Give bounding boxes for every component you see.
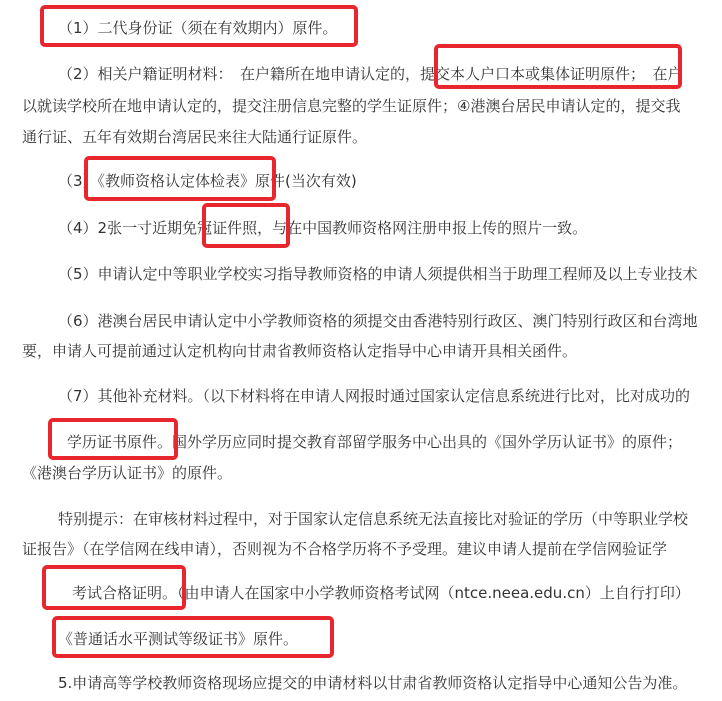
item-2-continuation-1: 以就读学校所在地申请认定的，提交注册信息完整的学生证原件；④港澳台居民申请认定的，提交我 [22,97,681,115]
item-3-health-check-form: （3）《教师资格认定体检表》原件(当次有效) [58,172,357,190]
item-7-other-materials: （7）其他补充材料。（以下材料将在申请人网报时通过国家认定信息系统进行比对，比对成功的 [58,387,691,405]
item-6-hk-macao-taiwan: （6）港澳台居民申请认定中小学教师资格的须提交由香港特别行政区、澳门特别行政区和台湾地 [58,312,698,330]
highlight-box-health-form [84,156,276,201]
item-5-vocational-instructor: （5）申请认定中等职业学校实习指导教师资格的申请人须提供相当于助理工程师及以上专业技术 [58,265,698,283]
highlight-box-id-card [40,5,358,47]
special-note: 特别提示：在审核材料过程中，对于国家认定信息系统无法直接比对验证的学历（中等职业学校 [58,510,689,528]
mandarin-certificate: 《普通话水平测试等级证书》原件。 [58,630,299,648]
exam-certificate: 考试合格证明。（由申请人在国家中小学教师资格考试网（ntce.neea.edu.cn）上自行打印） [72,584,690,602]
highlight-box-exam-certificate [42,565,186,610]
highlight-box-id-photo [202,203,290,248]
highlight-box-household-proof [434,44,682,89]
item-2-household-registration: （2）相关户籍证明材料： 在户籍所在地申请认定的，提交本人户口本或集体证明原件； 在户 [58,65,683,83]
highlight-box-diploma [48,418,178,460]
item-7-diploma: 学历证书原件。国外学历应同时提交教育部留学服务中心出具的《国外学历认证书》的原件； [67,433,683,451]
item-1-id-card: （1）二代身份证（须在有效期内）原件。 [58,19,338,37]
item-6-continuation: 要，申请人可提前通过认定机构向甘肃省教师资格认定指导中心申请开具相关函件。 [22,342,578,360]
higher-education-note: 5.申请高等学校教师资格现场应提交的申请材料以甘肃省教师资格认定指导中心通知公告为准。 [58,674,688,692]
highlight-box-mandarin-certificate [52,616,334,658]
item-2-continuation-2: 通行证、五年有效期台湾居民来往大陆通行证原件。 [22,128,368,146]
item-4-photos: （4）2张一寸近期免冠证件照，与在中国教师资格网注册申报上传的照片一致。 [58,219,588,237]
special-note-continuation: 证报告》（在学信网在线申请），否则视为不合格学历将不予受理。建议申请人提前在学信网验证学 [22,540,668,558]
item-7-continuation: 《港澳台学历认证书》的原件。 [22,464,233,482]
